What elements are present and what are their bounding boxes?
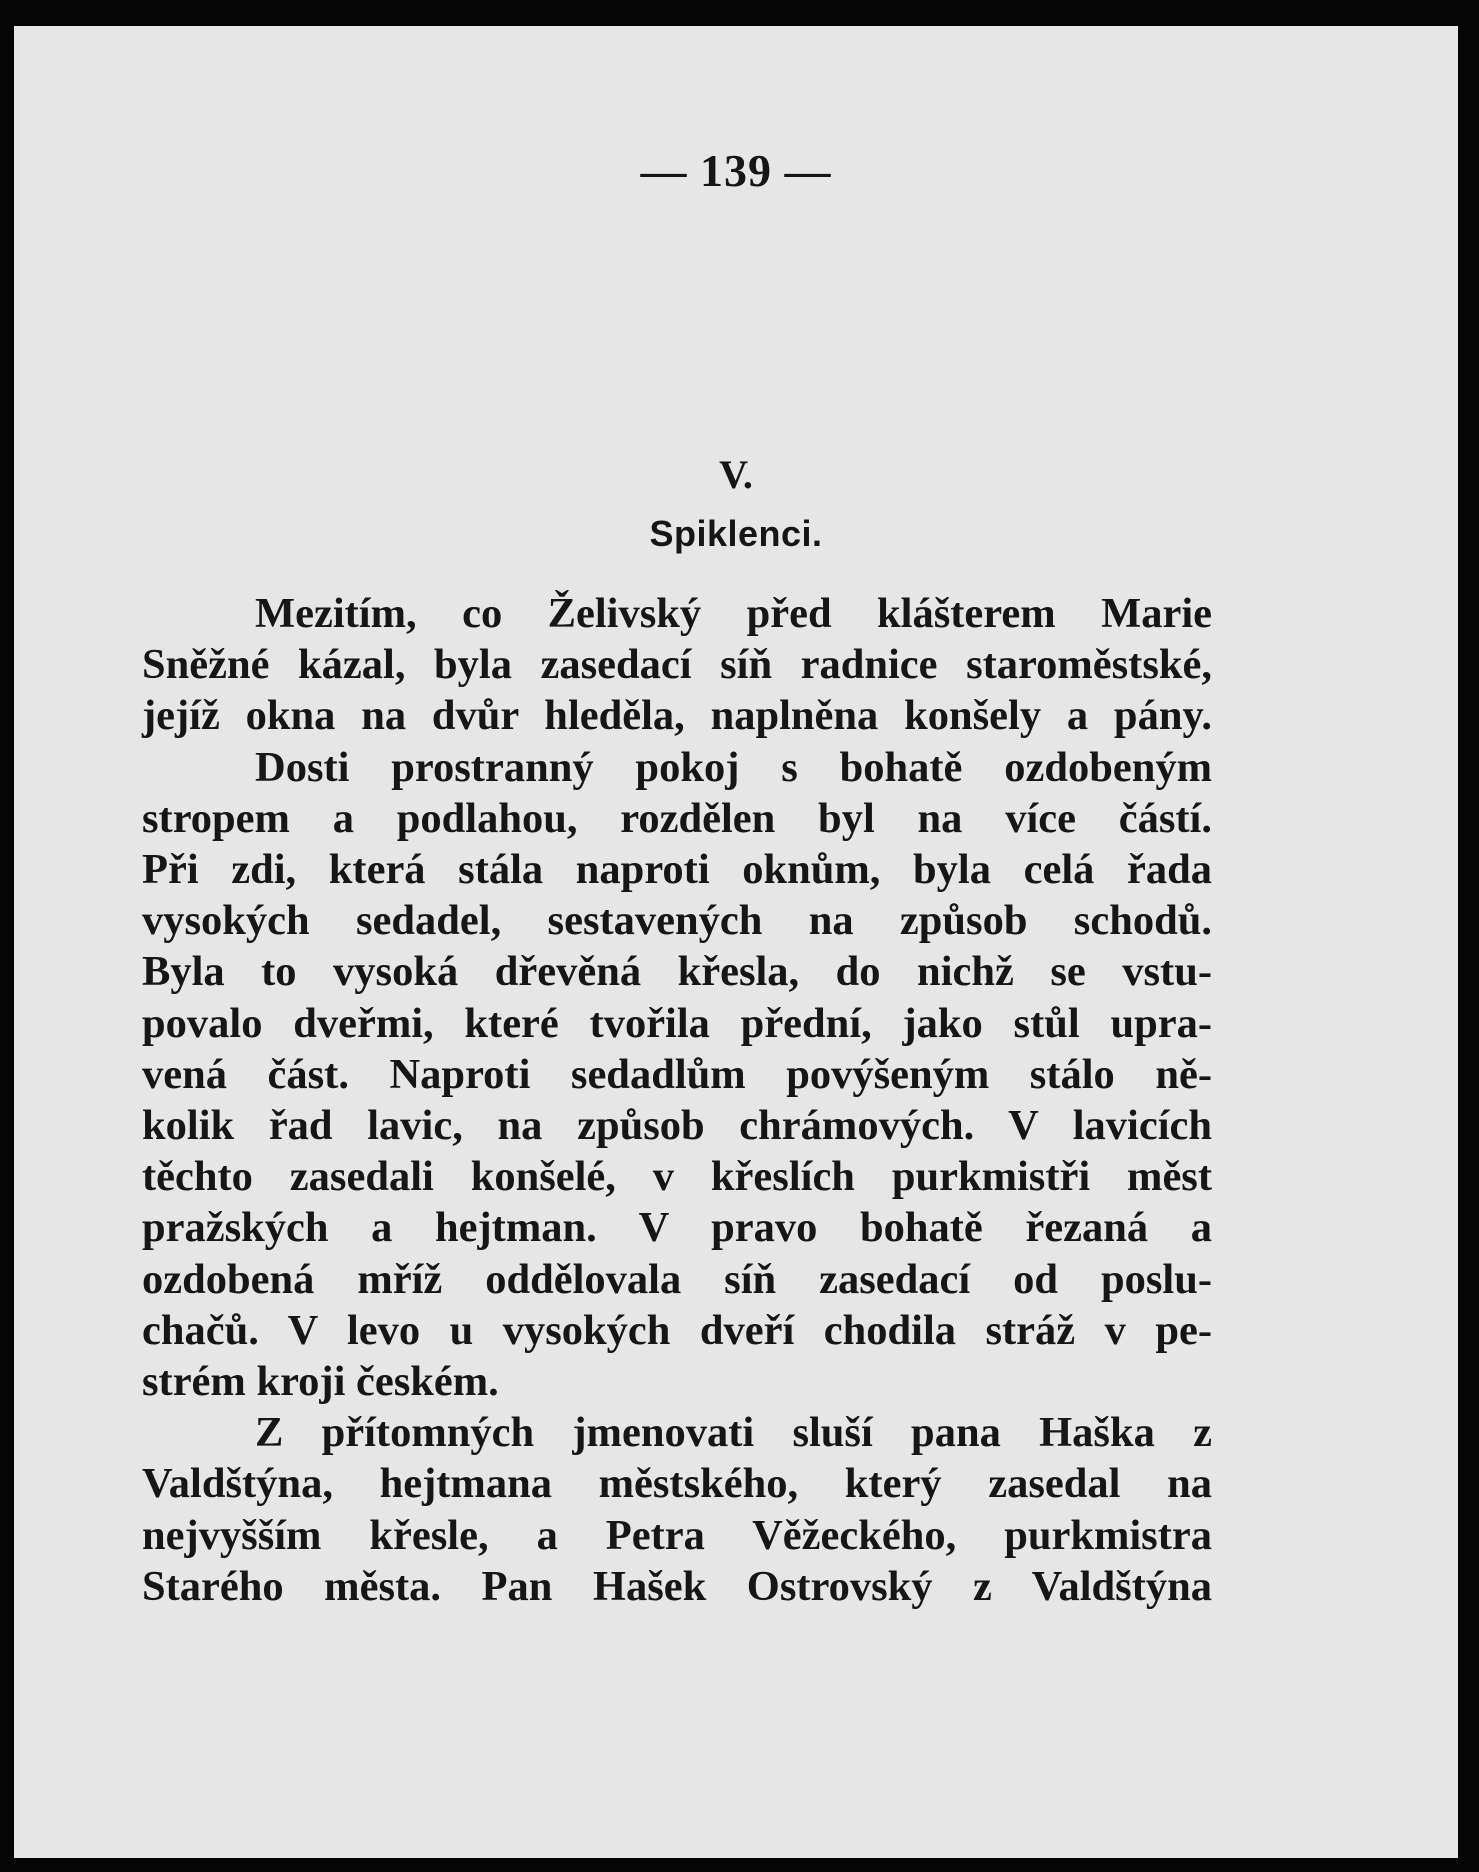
book-page bbox=[14, 26, 1458, 1858]
text-line: kolik řad lavic, na způsob chrámových. V lavicích bbox=[142, 1102, 1212, 1150]
text-line: Z přítomných jmenovati sluší pana Haška z bbox=[255, 1409, 1212, 1457]
text-line: Při zdi, která stála naproti oknům, byla celá řada bbox=[142, 846, 1212, 894]
text-line: pražských a hejtman. V pravo bohatě řezaná a bbox=[142, 1204, 1212, 1252]
text-line: Mezitím, co Želivský před klášterem Marie bbox=[255, 590, 1212, 637]
chapter-title: Spiklenci. bbox=[649, 513, 823, 554]
text-line: strém kroji českém. bbox=[142, 1358, 499, 1406]
page-number: — 139 — bbox=[640, 145, 832, 196]
text-line: nejvyšším křesle, a Petra Věžeckého, purkmistra bbox=[142, 1511, 1212, 1559]
text-line: Dosti prostranný pokoj s bohatě ozdobeným bbox=[255, 743, 1212, 791]
text-line: povalo dveřmi, které tvořila přední, jako stůl upra- bbox=[142, 999, 1212, 1047]
text-line: Sněžné kázal, byla zasedací síň radnice staroměstské, bbox=[142, 641, 1212, 689]
text-line: vysokých sedadel, sestavených na způsob schodů. bbox=[142, 897, 1212, 945]
chapter-body bbox=[142, 588, 1212, 1612]
text-line: Starého města. Pan Hašek Ostrovský z Valdštýna bbox=[142, 1562, 1212, 1610]
text-line: ozdobená mříž oddělovala síň zasedací od poslu- bbox=[142, 1255, 1212, 1303]
text-line: těchto zasedali konšelé, v křeslích purkmistři měst bbox=[142, 1153, 1212, 1201]
text-line: jejíž okna na dvůr hleděla, naplněna konšely a pány. bbox=[142, 692, 1212, 740]
text-line: chačů. V levo u vysokých dveří chodila stráž v pe- bbox=[142, 1306, 1212, 1354]
text-line: vená část. Naproti sedadlům povýšeným stálo ně- bbox=[142, 1050, 1212, 1098]
text-line: Valdštýna, hejtmana městského, který zasedal na bbox=[142, 1460, 1212, 1508]
paragraph-1 bbox=[142, 588, 1212, 1407]
text-line: Byla to vysoká dřevěná křesla, do nichž se vstu- bbox=[142, 948, 1212, 996]
text-line: stropem a podlahou, rozdělen byl na více částí. bbox=[142, 794, 1212, 842]
paragraph-2 bbox=[142, 1407, 1212, 1612]
chapter-number: V. bbox=[719, 452, 753, 497]
